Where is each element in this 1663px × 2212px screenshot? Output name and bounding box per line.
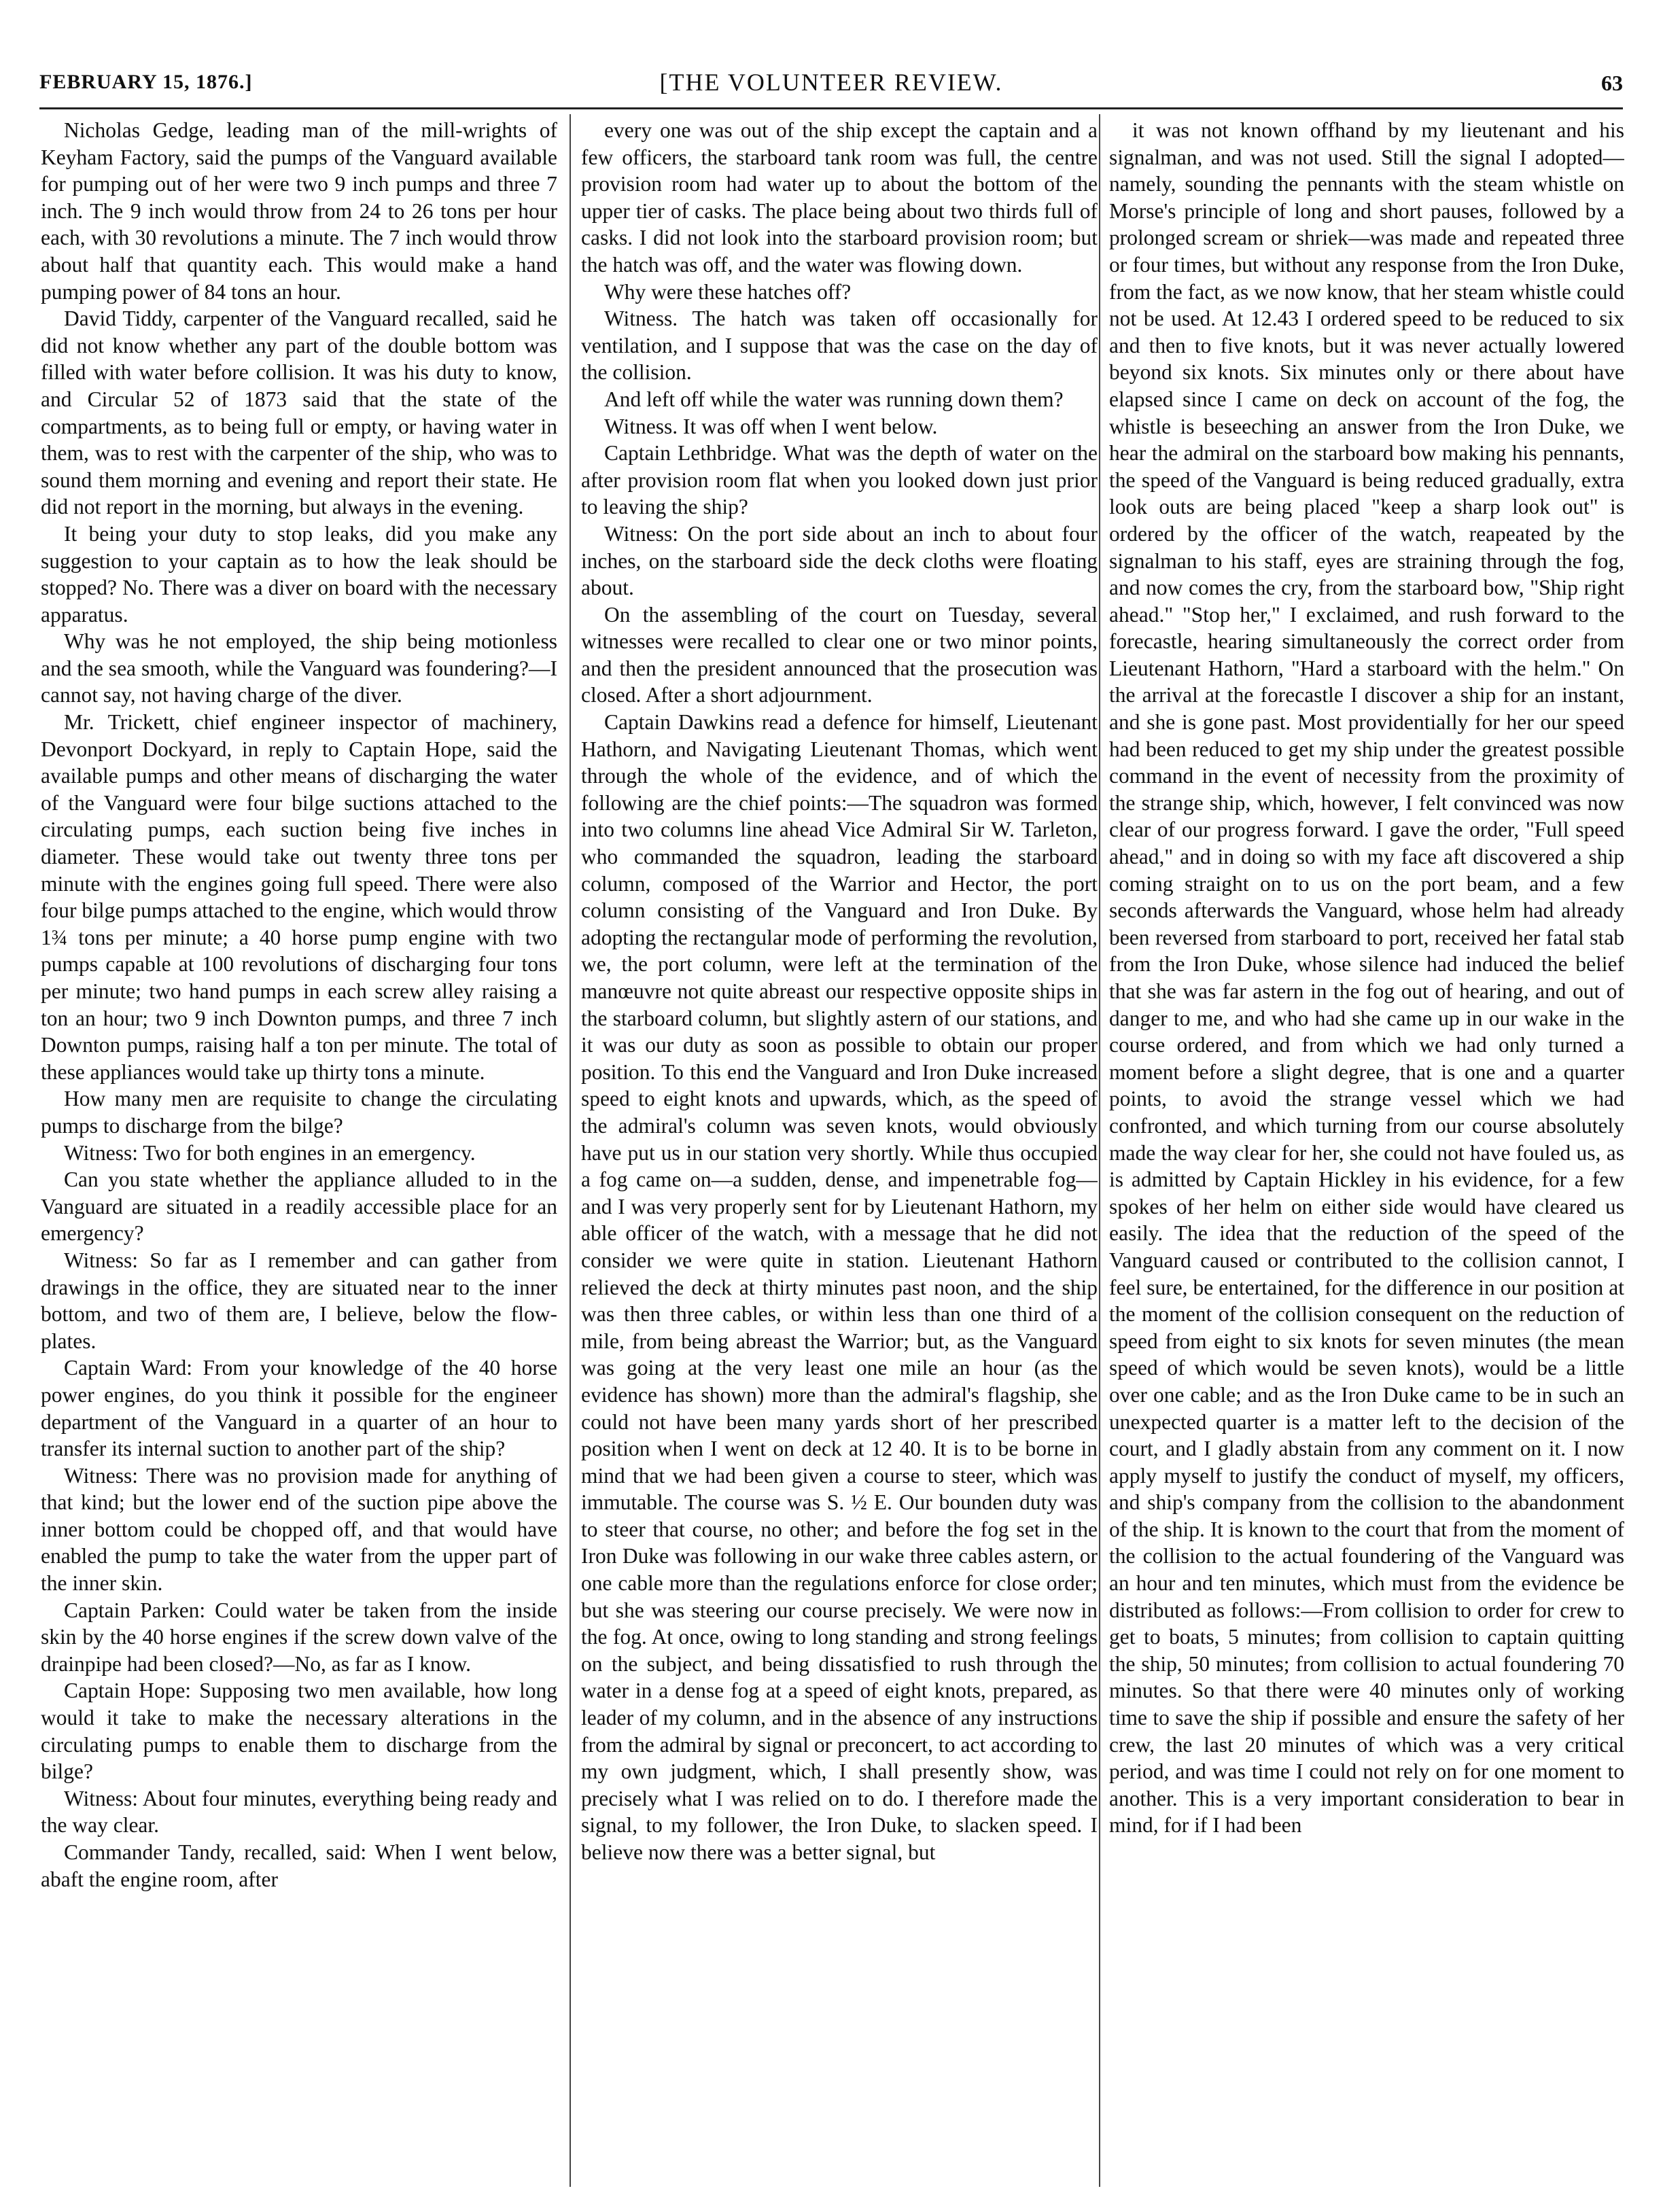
header-date: FEBRUARY 15, 1876.] [39,71,253,93]
paragraph: every one was out of the ship except the captain and a few officers, the starboard tank room was full, the centre provision room had water up to about the bottom of the upper tier of casks. The place being about two thirds full of casks. I did not look into the starboard provision room; but the hatch was off, and the water was flowing down. [581,118,1098,277]
paragraph: It being your duty to stop leaks, did you make any suggestion to your captain as to how the leak should be stopped? No. There was a diver on board with the necessary apparatus. [41,521,557,627]
header-title: [THE VOLUNTEER REVIEW. [659,69,1003,96]
page-number: 63 [1601,71,1623,95]
paragraph: Captain Lethbridge. What was the depth of water on the after provision room flat when you looked down just prior to leaving the ship? [581,441,1098,519]
paragraph: Witness: There was no provision made for anything of that kind; but the lower end of the suction pipe above the inner bottom could be chopped off, and that would have enabled the pump to take the water from the upper part of the inner skin. [41,1463,557,1596]
paragraph: Why were these hatches off? [604,279,852,304]
paragraph: Captain Parken: Could water be taken from the inside skin by the 40 horse engines if the screw down valve of the drainpipe had been closed?—No, as far as I know. [41,1598,557,1676]
paragraph: David Tiddy, carpenter of the Vanguard recalled, said he did not know whether any part of the double bottom was filled with water before collision. It was his duty to know, and Circular 52 of 1873 said that the state of the compartments, as to being full or empty, or having water in them, was to rest with the carpenter of the ship, who was to sound them morning and evening and report their state. He did not report in the morning, but always in the evening. [41,306,557,519]
paragraph: Witness: So far as I remember and can gather from drawings in the office, they are situated near to the inner bottom, and two of them are, I believe, below the flow-plates. [41,1248,557,1353]
paragraph: Commander Tandy, recalled, said: When I went below, abaft the engine room, after [41,1840,557,1891]
paragraph: it was not known offhand by my lieutenant and his signalman, and was not used. Still the signal I adopted—namely, sounding the pennants with the steam whistle on Morse's principle of long and short pauses, followed by a prolonged scream or shriek—was made and repeated three or four times, but without any response from the Iron Duke, from the fact, as we now know, that her steam whistle could not be used. At 12.43 I ordered speed to be reduced to six and then to five knots, but it was never actually lowered beyond six knots. Six minutes only or there about have elapsed since I came on deck on account of the fog, the whistle is beseeching an answer from the Iron Duke, we hear the admiral on the starboard bow making his pennants, the speed of the Vanguard is being reduced gradually, extra look outs are being placed "keep a sharp look out" is ordered by the officer of the watch, reapeated by the signalman to his staff, eyes are straining through the fog, and now comes the cry, from the starboard bow, "Ship right ahead." "Stop her," I exclaimed, and rush forward to the forecastle, hearing simultaneously the correct order from Lieutenant Hathorn, "Hard a starboard with the helm." On the arrival at the forecastle I discover a ship for an instant, and she is gone past. Most providentially for her our speed had been reduced to get my ship under the greatest possible command in the event of necessity from the proximity of the strange ship, which, however, I felt convinced was now clear of our progress forward. I gave the order, "Full speed ahead," and in doing so with my face aft discovered a ship coming straight on to us on the port beam, and a few seconds afterwards the Vanguard, whose helm had already been reversed from starboard to port, received her fatal stab from the Iron Duke, whose silence had induced the belief that she was far astern in the fog out of hearing, and out of danger to me, and who had she came up in our wake in the course ordered, and from which we had only turned a moment before a slight degree, that is one and a quarter points, to avoid the strange vessel which we had confronted, and which turning from our course absolutely made the way clear for her, she could not have fouled us, as is admitted by Captain Hickley in his evidence, for a few spokes of her helm on either side would have cleared us easily. The idea that the reduction of the speed of the Vanguard caused or contributed to the collision cannot, I feel sure, be entertained, for the difference in our position at the moment of the collision consequent on the reduction of speed from eight to six knots for seven minutes (the mean speed of which would be seven knots), would be a little over one cable; and as the Iron Duke came to be in such an unexpected quarter is a matter left to the decision of the court, and I gladly abstain from any comment on it. I now apply myself to justify the conduct of myself, my officers, and ship's company from the collision to the abandonment of the ship. It is known to the court that from the moment of the collision to the actual foundering of the Vanguard was an hour and ten minutes, which must from the evidence be distributed as follows:—From collision to order for crew to get to boats, 5 minutes; from collision to captain quitting the ship, 50 minutes; from collision to actual foundering 70 minutes. So that there were 40 minutes only of working time to save the ship if possible and ensure the safety of her crew, the last 20 minutes of which was a very critical period, and was time I could not rely on for one moment to another. This is a very important consideration to bear in mind, for if I had been [1109,118,1624,1838]
column-3 [1109,117,1624,2183]
paragraph: On the assembling of the court on Tuesday, several witnesses were recalled to clear one or two minor points, and then the president announced that the prosecution was closed. After a short adjournment. [581,602,1098,707]
paragraph: Can you state whether the appliance alluded to in the Vanguard are situated in a readily accessible place for an emergency? [41,1168,557,1246]
paragraph: Witness. It was off when I went below. [604,414,938,438]
paragraph: Mr. Trickett, chief engineer inspector of machinery, Devonport Dockyard, in reply to Captain Hope, said the available pumps and other means of discharging the water of the Vanguard were four bilge suctions attached to the circulating pumps, each suction being five inches in diameter. These would take out twenty three tons per minute with the engines going full speed. There were also four bilge pumps attached to the engine, which would throw 1¾ tons per minute; a 40 horse pump engine with two pumps capable at 100 revolutions of discharging four tons per minute; two hand pumps in each screw alley raising a ton an hour; two 9 inch Downton pumps, and three 7 inch Downton pumps, raising half a ton per minute. The total of these appliances would take up thirty tons a minute. [41,710,557,1084]
paragraph: Witness: Two for both engines in an emergency. [64,1140,476,1165]
header-rule [39,107,1623,109]
paragraph: Witness: About four minutes, everything being ready and the way clear. [41,1786,557,1838]
paragraph: Captain Ward: From your knowledge of the 40 horse power engines, do you think it possible for the engineer department of the Vanguard in a quarter of an hour to transfer its internal suction to another part of the ship? [41,1356,557,1461]
paragraph: Why was he not employed, the ship being motionless and the sea smooth, while the Vanguard was foundering?—I cannot say, not having charge of the diver. [41,629,557,707]
column-1 [41,117,557,2183]
paragraph: Witness. The hatch was taken off occasionally for ventilation, and I suppose that was the case on the day of the collision. [581,306,1098,385]
paragraph: Nicholas Gedge, leading man of the mill-wrights of Keyham Factory, said the pumps of the Vanguard available for pumping out of her were two 9 inch pumps and three 7 inch. The 9 inch would throw from 24 to 26 tons per hour each, with 30 revolutions a minute. The 7 inch would throw about half that quantity each. This would make a hand pumping power of 84 tons an hour. [41,118,557,304]
column-2 [581,117,1098,2183]
column-divider [570,114,571,2187]
page-header [39,65,1623,106]
column-divider [1099,114,1100,2187]
paragraph: Captain Dawkins read a defence for himself, Lieutenant Hathorn, and Navigating Lieutenant Thomas, which went through the whole of the evidence, and of which the following are the chief points:—The squadron was formed into two columns line ahead Vice Admiral Sir W. Tarleton, who commanded the squadron, leading the starboard column, composed of the Warrior and Hector, the port column consisting of the Vanguard and Iron Duke. By adopting the rectangular mode of performing the revolution, we, the port column, were left at the termination of the manœuvre not quite abreast our respective opposite ships in the starboard column, but slightly astern of our stations, and it was our duty as soon as possible to obtain our proper position. To this end the Vanguard and Iron Duke increased speed to eight knots and upwards, which, as the speed of the admiral's column was seven knots, would obviously have put us in our station very shortly. While thus occupied a fog came on—a sudden, dense, and impenetrable fog—and I was very properly sent for by Lieutenant Hathorn, my able officer of the watch, with a message that he did not consider we were quite in station. Lieutenant Hathorn relieved the deck at thirty minutes past noon, and the ship was then three cables, or within less than one third of a mile, from being abreast the Warrior; but, as the Vanguard was going at the very least one mile an hour (as the evidence has shown) more than the admiral's flagship, she could not have been many yards short of her prescribed position when I went on deck at 12 40. It is to be borne in mind that we had been given a course to steer, which was immutable. The course was S. ½ E. Our bounden duty was to steer that course, no other; and before the fog set in the Iron Duke was following in our wake three cables astern, or one cable more than the regulations enforce for close order; but she was steering our course precisely. We were now in the fog. At once, owing to long standing and strong feelings on the subject, and being dissatisfied to rush through the water in a dense fog at a speed of eight knots, prepared, as leader of my column, and in the absence of any instructions from the admiral by signal or preconcert, to act according to my own judgment, which, I shall presently show, was precisely what I was relied on to do. I therefore made the signal, to my follower, the Iron Duke, to slacken speed. I believe now there was a better signal, but [581,710,1098,1864]
paragraph: Witness: On the port side about an inch to about four inches, on the starboard side the deck cloths were floating about. [581,521,1098,600]
paragraph: Captain Hope: Supposing two men available, how long would it take to make the necessary alterations in the circulating pumps to enable them to discharge from the bilge? [41,1679,557,1784]
paragraph: How many men are requisite to change the circulating pumps to discharge from the bilge? [41,1087,557,1138]
paragraph: And left off while the water was running down them? [604,387,1064,411]
